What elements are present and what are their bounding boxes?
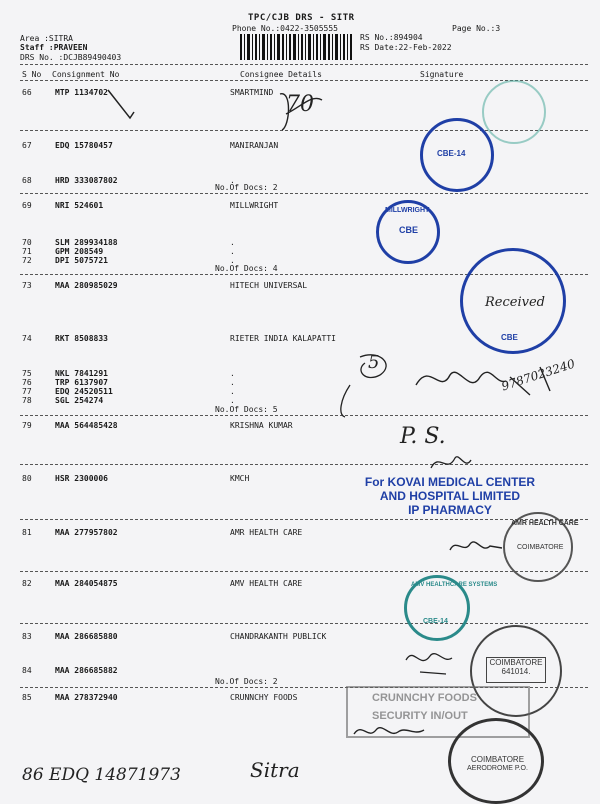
row-consignment: MTP 1134702 — [55, 88, 108, 97]
received-handwriting: Received — [485, 295, 545, 310]
row-separator — [20, 571, 588, 572]
row-consignment: MAA 284054875 — [55, 579, 118, 588]
rs-number: RS No.:894904 — [360, 33, 423, 42]
page-number: Page No.:3 — [452, 24, 501, 33]
row-consignee: AMR HEALTH CARE — [230, 528, 303, 537]
row-consignment: HRD 333087802 — [55, 176, 118, 185]
millwright-stamp-name: MILLWRIGHT — [385, 207, 430, 214]
diesel-stamp-city: CBE-14 — [437, 149, 466, 158]
kmch-signature: P. S. — [400, 424, 446, 449]
signature-scrawl — [272, 86, 332, 136]
header-separator-top — [20, 64, 588, 65]
row-consignment: EDQ 24520511 — [55, 387, 113, 396]
row-consignment: MAA 280985029 — [55, 281, 118, 290]
drs-number: DRS No. :DCJB89490403 — [20, 53, 122, 62]
row-consignee: MANIRANJAN — [230, 141, 279, 150]
handwritten-entry-86: 86 EDQ 14871973 — [22, 765, 181, 785]
sitra-stamp-area: AERODROME P.O. — [467, 765, 528, 772]
row-consignment: MAA 564485428 — [55, 421, 118, 430]
row-separator — [20, 193, 588, 194]
row-consignee: AMV HEALTH CARE — [230, 579, 303, 588]
row-sno: 70 — [22, 238, 32, 247]
scrawl-loop — [320, 345, 400, 420]
row-consignment: MAA 286685880 — [55, 632, 118, 641]
chandrakanth-signature — [400, 640, 470, 680]
rs-date: RS Date:22-Feb-2022 — [360, 43, 452, 52]
row-sno: 84 — [22, 666, 32, 675]
row-consignment: MAA 277957802 — [55, 528, 118, 537]
row-sno: 83 — [22, 632, 32, 641]
row-consignment: GPM 208549 — [55, 247, 104, 256]
security-stamp-text: SECURITY IN/OUT — [372, 710, 468, 722]
handwritten-phone: 9787023240 — [499, 356, 577, 394]
docs-count: No.Of Docs: 2 — [215, 677, 278, 686]
initials-scrawl — [425, 448, 475, 476]
row-separator — [20, 623, 588, 624]
barcode — [240, 34, 352, 60]
kmch-stamp-line2: AND HOSPITAL LIMITED — [379, 489, 521, 503]
row-consignee: CRUNNCHY FOODS — [230, 693, 298, 702]
row-sno: 80 — [22, 474, 32, 483]
amr-stamp-name: AMR HEALTH CARE — [511, 520, 579, 527]
row-sno: 81 — [22, 528, 32, 537]
diesel-round-stamp — [420, 118, 494, 192]
amv-stamp-name: AMV HEALTHCARE SYSTEMS — [411, 582, 498, 588]
col-consignee: Consignee Details — [240, 70, 322, 79]
row-consignee: KRISHNA KUMAR — [230, 421, 293, 430]
sitra-stamp-city: COIMBATORE — [471, 755, 525, 764]
row-consignee: . — [230, 176, 235, 185]
row-sno: 76 — [22, 378, 32, 387]
row-sno: 85 — [22, 693, 32, 702]
row-consignee: . — [230, 387, 235, 396]
row-sno: 72 — [22, 256, 32, 265]
kmch-stamp-line1: For KOVAI MEDICAL CENTER — [364, 475, 536, 489]
chandrakanth-stamp-box — [486, 657, 546, 683]
row-separator — [20, 464, 588, 465]
col-sno: S No — [22, 70, 42, 79]
row-sno: 78 — [22, 396, 32, 405]
row-sno: 77 — [22, 387, 32, 396]
row-consignment: TRP 6137907 — [55, 378, 108, 387]
row-consignment: SLM 289934188 — [55, 238, 118, 247]
amr-stamp — [503, 512, 579, 582]
row-sno: 68 — [22, 176, 32, 185]
row-consignment: EDQ 15780457 — [55, 141, 113, 150]
row-consignment: NKL 7841291 — [55, 369, 108, 378]
row-consignment: RKT 8508833 — [55, 334, 108, 343]
handwritten-sitra: Sitra — [250, 758, 300, 782]
amv-stamp — [404, 575, 498, 641]
phone-number: Phone No.:0422-3505555 — [232, 24, 338, 33]
crunnchy-stamp-text: CRUNNCHY FOODS — [372, 692, 477, 704]
row-consignee: . — [230, 378, 235, 387]
row-sno: 66 — [22, 88, 32, 97]
row-consignment: MAA 278372940 — [55, 693, 118, 702]
row-consignment: HSR 2300006 — [55, 474, 108, 483]
docs-count: No.Of Docs: 4 — [215, 264, 278, 273]
amr-signature — [446, 534, 506, 558]
area: Area :SITRA — [20, 34, 73, 43]
col-consignment: Consignment No — [52, 70, 120, 79]
row-consignment: DPI 5075721 — [55, 256, 108, 265]
hitech-stamp-city: CBE — [501, 333, 518, 342]
chandrakanth-stamp-pin: 641014. — [501, 667, 531, 676]
row-consignee: SMARTMIND — [230, 88, 274, 97]
amr-stamp-city: COIMBATORE — [517, 544, 564, 551]
row-separator — [20, 415, 588, 416]
row-consignee: MILLWRIGHT — [230, 201, 279, 210]
handwritten-number-70: 70 — [286, 92, 314, 117]
row-consignee: . — [230, 247, 235, 256]
handwritten-number-5: 5 — [368, 352, 380, 373]
sitra-stamp — [448, 718, 544, 804]
row-consignee: . — [230, 256, 235, 265]
row-sno: 69 — [22, 201, 32, 210]
chandrakanth-stamp-city: COIMBATORE — [489, 658, 543, 667]
millwright-stamp — [376, 200, 440, 264]
row-consignee: . — [230, 396, 235, 405]
row-sno: 74 — [22, 334, 32, 343]
row-sno: 67 — [22, 141, 32, 150]
row-consignment: NRI 524601 — [55, 201, 104, 210]
row-consignment: MAA 286685882 — [55, 666, 118, 675]
row-sno: 71 — [22, 247, 32, 256]
col-signature: Signature — [420, 70, 464, 79]
docs-count: No.Of Docs: 5 — [215, 405, 278, 414]
millwright-stamp-city: CBE — [399, 225, 419, 235]
row-sno: 73 — [22, 281, 32, 290]
faded-round-stamp — [482, 80, 546, 144]
hitech-stamp — [460, 248, 566, 354]
row-consignee: RIETER INDIA KALAPATTI — [230, 334, 336, 343]
row-separator — [20, 519, 588, 520]
staff: Staff :PRAVEEN — [20, 43, 88, 52]
row-sno: 75 — [22, 369, 32, 378]
row-consignment: SGL 254274 — [55, 396, 104, 405]
amv-stamp-city: CBE-14 — [423, 618, 448, 625]
tick-mark — [100, 84, 140, 124]
row-consignee: KMCH — [230, 474, 250, 483]
docs-count: No.Of Docs: 2 — [215, 183, 278, 192]
row-consignee: HITECH UNIVERSAL — [230, 281, 308, 290]
row-sno: 82 — [22, 579, 32, 588]
crunnchy-signature — [350, 718, 430, 744]
row-consignee: . — [230, 369, 235, 378]
row-consignee: CHANDRAKANTH PUBLICK — [230, 632, 327, 641]
sheet-title: TPC/CJB DRS - SITR — [248, 13, 355, 23]
row-sno: 79 — [22, 421, 32, 430]
row-consignee: . — [230, 238, 235, 247]
kmch-stamp-line3: IP PHARMACY — [408, 503, 492, 517]
